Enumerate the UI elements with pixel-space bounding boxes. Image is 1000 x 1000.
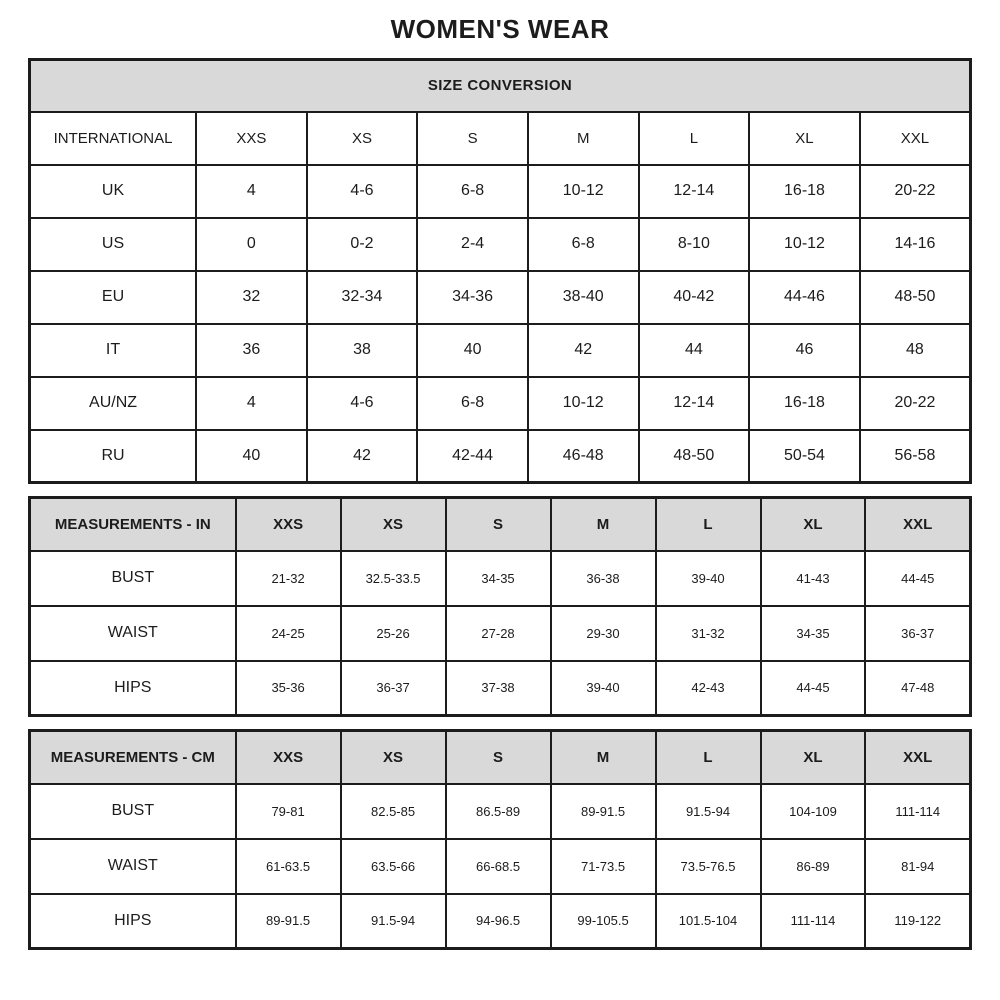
row-label: IT (30, 324, 197, 377)
size-value: 2-4 (417, 218, 528, 271)
size-column-header: XXS (236, 498, 341, 551)
column-header-row (30, 731, 971, 784)
size-value: 27-28 (446, 606, 551, 661)
size-column-header: L (656, 731, 761, 784)
table-banner-row (30, 60, 971, 112)
size-column-header: M (551, 498, 656, 551)
size-value: 61-63.5 (236, 839, 341, 894)
table-row (30, 839, 971, 894)
measurements-cm-table (28, 729, 972, 950)
size-column-header: XXL (865, 498, 970, 551)
size-column-header: XL (761, 731, 866, 784)
size-value: 40-42 (639, 271, 750, 324)
row-label: WAIST (30, 606, 236, 661)
row-label: AU/NZ (30, 377, 197, 430)
table-row (30, 430, 971, 483)
size-value: 42-43 (656, 661, 761, 716)
size-value: 91.5-94 (656, 784, 761, 839)
size-value: 12-14 (639, 377, 750, 430)
size-value: 48 (860, 324, 971, 377)
size-value: 12-14 (639, 165, 750, 218)
table-label-header: INTERNATIONAL (30, 112, 197, 165)
table-label-header: MEASUREMENTS - IN (30, 498, 236, 551)
column-header-row (30, 498, 971, 551)
size-value: 38-40 (528, 271, 639, 324)
size-value: 42 (528, 324, 639, 377)
size-value: 25-26 (341, 606, 446, 661)
size-value: 82.5-85 (341, 784, 446, 839)
size-value: 38 (307, 324, 418, 377)
size-value: 91.5-94 (341, 894, 446, 949)
size-value: 16-18 (749, 377, 860, 430)
size-value: 66-68.5 (446, 839, 551, 894)
size-value: 48-50 (860, 271, 971, 324)
size-value: 42 (307, 430, 418, 483)
row-label: WAIST (30, 839, 236, 894)
size-value: 29-30 (551, 606, 656, 661)
size-value: 46-48 (528, 430, 639, 483)
size-value: 20-22 (860, 165, 971, 218)
size-value: 47-48 (865, 661, 970, 716)
size-column-header: XS (341, 498, 446, 551)
size-value: 42-44 (417, 430, 528, 483)
size-value: 99-105.5 (551, 894, 656, 949)
table-row (30, 271, 971, 324)
size-value: 36-37 (865, 606, 970, 661)
page-title: WOMEN'S WEAR (390, 14, 610, 44)
size-value: 31-32 (656, 606, 761, 661)
size-value: 10-12 (528, 377, 639, 430)
size-column-header: S (446, 731, 551, 784)
size-column-header: XXL (865, 731, 970, 784)
table-row (30, 377, 971, 430)
size-value: 111-114 (761, 894, 866, 949)
row-label: HIPS (30, 661, 236, 716)
size-value: 71-73.5 (551, 839, 656, 894)
size-value: 4 (196, 377, 307, 430)
table-row (30, 784, 971, 839)
size-value: 44-46 (749, 271, 860, 324)
size-value: 0-2 (307, 218, 418, 271)
size-value: 44-45 (761, 661, 866, 716)
size-value: 40 (196, 430, 307, 483)
size-column-header: XXS (236, 731, 341, 784)
size-value: 73.5-76.5 (656, 839, 761, 894)
size-value: 40 (417, 324, 528, 377)
size-value: 81-94 (865, 839, 970, 894)
size-value: 24-25 (236, 606, 341, 661)
size-value: 36 (196, 324, 307, 377)
size-value: 36-38 (551, 551, 656, 606)
size-column-header: M (528, 112, 639, 165)
size-value: 63.5-66 (341, 839, 446, 894)
row-label: HIPS (30, 894, 236, 949)
size-value: 36-37 (341, 661, 446, 716)
table-label-header: MEASUREMENTS - CM (30, 731, 236, 784)
size-column-header: S (417, 112, 528, 165)
size-value: 6-8 (417, 377, 528, 430)
table-row (30, 661, 971, 716)
row-label: UK (30, 165, 197, 218)
size-value: 4-6 (307, 377, 418, 430)
size-value: 34-35 (446, 551, 551, 606)
row-label: EU (30, 271, 197, 324)
size-value: 4-6 (307, 165, 418, 218)
size-value: 32.5-33.5 (341, 551, 446, 606)
table-row (30, 165, 971, 218)
size-value: 46 (749, 324, 860, 377)
column-header-row (30, 112, 971, 165)
size-value: 89-91.5 (236, 894, 341, 949)
size-value: 6-8 (528, 218, 639, 271)
size-value: 44-45 (865, 551, 970, 606)
size-value: 56-58 (860, 430, 971, 483)
size-value: 39-40 (551, 661, 656, 716)
size-value: 34-36 (417, 271, 528, 324)
size-value: 14-16 (860, 218, 971, 271)
size-value: 101.5-104 (656, 894, 761, 949)
size-column-header: XL (749, 112, 860, 165)
row-label: RU (30, 430, 197, 483)
size-value: 32-34 (307, 271, 418, 324)
size-value: 94-96.5 (446, 894, 551, 949)
table-row (30, 551, 971, 606)
size-column-header: XXS (196, 112, 307, 165)
row-label: US (30, 218, 197, 271)
table-row (30, 324, 971, 377)
size-value: 119-122 (865, 894, 970, 949)
size-value: 32 (196, 271, 307, 324)
size-column-header: XS (307, 112, 418, 165)
table-title: SIZE CONVERSION (30, 60, 971, 112)
size-value: 4 (196, 165, 307, 218)
size-value: 6-8 (417, 165, 528, 218)
size-value: 48-50 (639, 430, 750, 483)
size-value: 21-32 (236, 551, 341, 606)
size-value: 0 (196, 218, 307, 271)
size-value: 79-81 (236, 784, 341, 839)
size-column-header: L (656, 498, 761, 551)
size-value: 34-35 (761, 606, 866, 661)
size-value: 10-12 (528, 165, 639, 218)
size-value: 8-10 (639, 218, 750, 271)
size-column-header: S (446, 498, 551, 551)
size-value: 111-114 (865, 784, 970, 839)
size-value: 86-89 (761, 839, 866, 894)
size-value: 89-91.5 (551, 784, 656, 839)
size-column-header: XL (761, 498, 866, 551)
size-column-header: XS (341, 731, 446, 784)
size-column-header: M (551, 731, 656, 784)
size-value: 20-22 (860, 377, 971, 430)
row-label: BUST (30, 784, 236, 839)
size-value: 50-54 (749, 430, 860, 483)
size-value: 37-38 (446, 661, 551, 716)
size-value: 16-18 (749, 165, 860, 218)
size-column-header: XXL (860, 112, 971, 165)
measurements-in-table (28, 496, 972, 717)
table-row (30, 894, 971, 949)
size-conversion-table (28, 58, 972, 484)
size-value: 10-12 (749, 218, 860, 271)
size-value: 86.5-89 (446, 784, 551, 839)
size-value: 41-43 (761, 551, 866, 606)
table-row (30, 218, 971, 271)
size-value: 44 (639, 324, 750, 377)
size-column-header: L (639, 112, 750, 165)
size-value: 39-40 (656, 551, 761, 606)
row-label: BUST (30, 551, 236, 606)
table-row (30, 606, 971, 661)
size-value: 35-36 (236, 661, 341, 716)
size-value: 104-109 (761, 784, 866, 839)
